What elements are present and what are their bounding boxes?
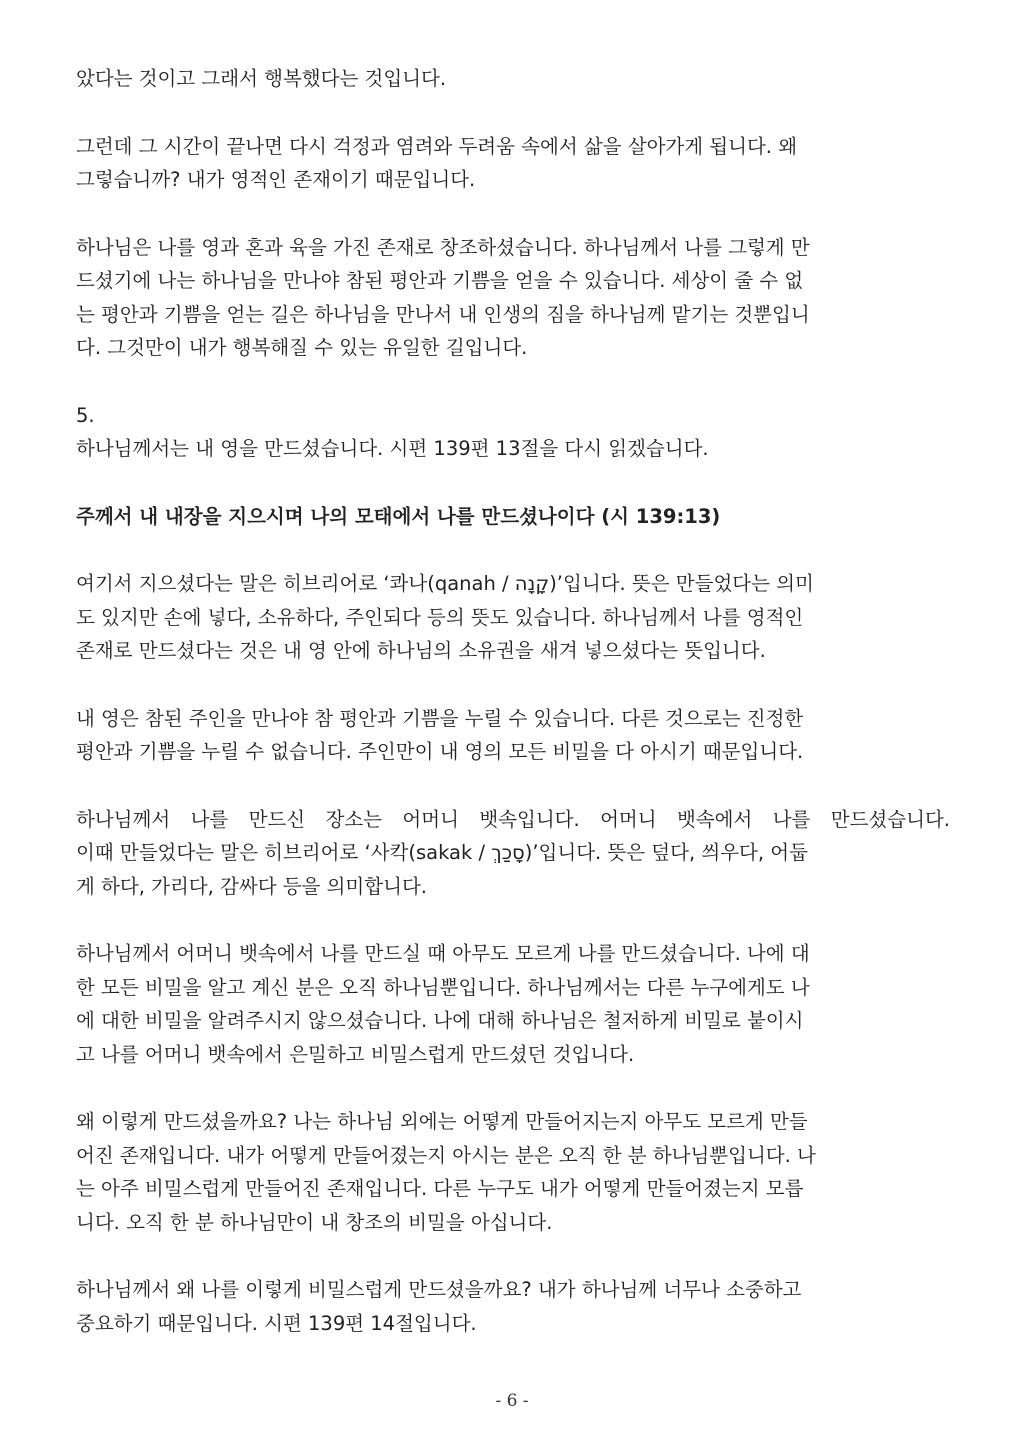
text-line: 중요하기 때문입니다. 시편 139편 14절입니다.	[76, 1311, 477, 1335]
text-line: 드셨기에 나는 하나님을 만나야 참된 평안과 기쁨을 얻을 수 있습니다. 세상이 줄 수 없	[76, 269, 804, 292]
text-line: 그렇습니까? 내가 영적인 존재이기 때문입니다.	[76, 168, 476, 191]
text-line: 평안과 기쁨을 누릴 수 없습니다. 주인만이 내 영의 모든 비밀을 다 아시기 때문입니다.	[76, 740, 804, 763]
text-line: 는 평안과 기쁨을 얻는 길은 하나님을 만나서 내 인생의 짐을 하나님께 맡기는 것뿐입니	[76, 302, 810, 326]
page-number: - 6 -	[495, 1391, 529, 1411]
text-line: 하나님은 나를 영과 혼과 육을 가진 존재로 창조하셨습니다. 하나님께서 나를 그렇게 만	[76, 235, 810, 259]
text-line: 왜 이렇게 만드셨을까요? 나는 하나님 외에는 어떻게 만들어지는지 아무도 모르게 만들	[76, 1110, 808, 1133]
text-line: 여기서 지으셨다는 말은 히브리어로 ‘콰나(qanah / קָנָה)’입니다. 뜻은 만들었다는 의미	[76, 572, 814, 595]
text-line: 어진 존재입니다. 내가 어떻게 만들어졌는지 아시는 분은 오직 한 분 하나님뿐입니다. 나	[76, 1143, 816, 1167]
text-line: 는 아주 비밀스럽게 만들어진 존재입니다. 다른 누구도 내가 어떻게 만들어졌는지 모릅	[76, 1177, 804, 1200]
text-line: 하나님께서 어머니 뱃속에서 나를 만드실 때 아무도 모르게 나를 만드셨습니다. 나에 대	[76, 942, 810, 965]
text-line: 았다는 것이고 그래서 행복했다는 것입니다.	[76, 67, 447, 90]
paragraph	[76, 62, 950, 96]
paragraph	[76, 803, 950, 904]
text-line: 고 나를 어머니 뱃속에서 은밀하고 비밀스럽게 만드셨던 것입니다.	[76, 1042, 635, 1066]
text-line: 하나님께서 왜 나를 이렇게 비밀스럽게 만드셨을까요? 내가 하나님께 너무나 소중하고	[76, 1278, 802, 1301]
paragraph	[76, 937, 950, 1071]
text-line: 그런데 그 시간이 끝나면 다시 걱정과 염려와 두려움 속에서 삶을 살아가게 됩니다. 왜	[76, 134, 798, 158]
text-line: 한 모든 비밀을 알고 계신 분은 오직 하나님뿐입니다. 하나님께서는 다른 누구에게도 나	[76, 975, 810, 999]
text-line: 내 영은 참된 주인을 만나야 참 평안과 기쁨을 누릴 수 있습니다. 다른 것으로는 진정한	[76, 706, 804, 730]
section-number: 5.	[76, 403, 95, 427]
paragraph	[76, 1273, 950, 1340]
text-line: 게 하다, 가리다, 감싸다 등을 의미합니다.	[76, 874, 427, 898]
section-paragraph	[76, 399, 950, 466]
paragraph	[76, 130, 950, 197]
paragraph	[76, 231, 950, 365]
text-line: 존재로 만드셨다는 것은 내 영 안에 하나님의 소유권을 새겨 넣으셨다는 뜻입니다.	[76, 639, 766, 662]
text-line: 니다. 오직 한 분 하나님만이 내 창조의 비밀을 아십니다.	[76, 1210, 553, 1234]
text-line: 다. 그것만이 내가 행복해질 수 있는 유일한 길입니다.	[76, 336, 528, 359]
scripture-quote	[76, 500, 950, 534]
text-line: 하나님께서는 내 영을 만드셨습니다. 시편 139편 13절을 다시 읽겠습니다.	[76, 437, 709, 460]
paragraph	[76, 567, 950, 668]
text-line: 도 있지만 손에 넣다, 소유하다, 주인되다 등의 뜻도 있습니다. 하나님께서 나를 영적인	[76, 605, 804, 629]
text-line: 주께서 내 내장을 지으시며 나의 모태에서 나를 만드셨나이다 (시 139:13)	[76, 504, 721, 528]
text-line: 에 대한 비밀을 알려주시지 않으셨습니다. 나에 대해 하나님은 철저하게 비밀로 붙이시	[76, 1009, 804, 1032]
text-line: 이때 만들었다는 말은 히브리어로 ‘사칵(sakak / סָכַךְ)’입니다. 뜻은 덮다, 씌우다, 어둡	[76, 841, 808, 864]
document-body	[76, 62, 950, 1374]
paragraph	[76, 702, 950, 769]
text-line: 하나님께서 나를 만드신 장소는 어머니 뱃속입니다. 어머니 뱃속에서 나를 만드셨습니다.	[76, 807, 950, 831]
paragraph	[76, 1105, 950, 1239]
